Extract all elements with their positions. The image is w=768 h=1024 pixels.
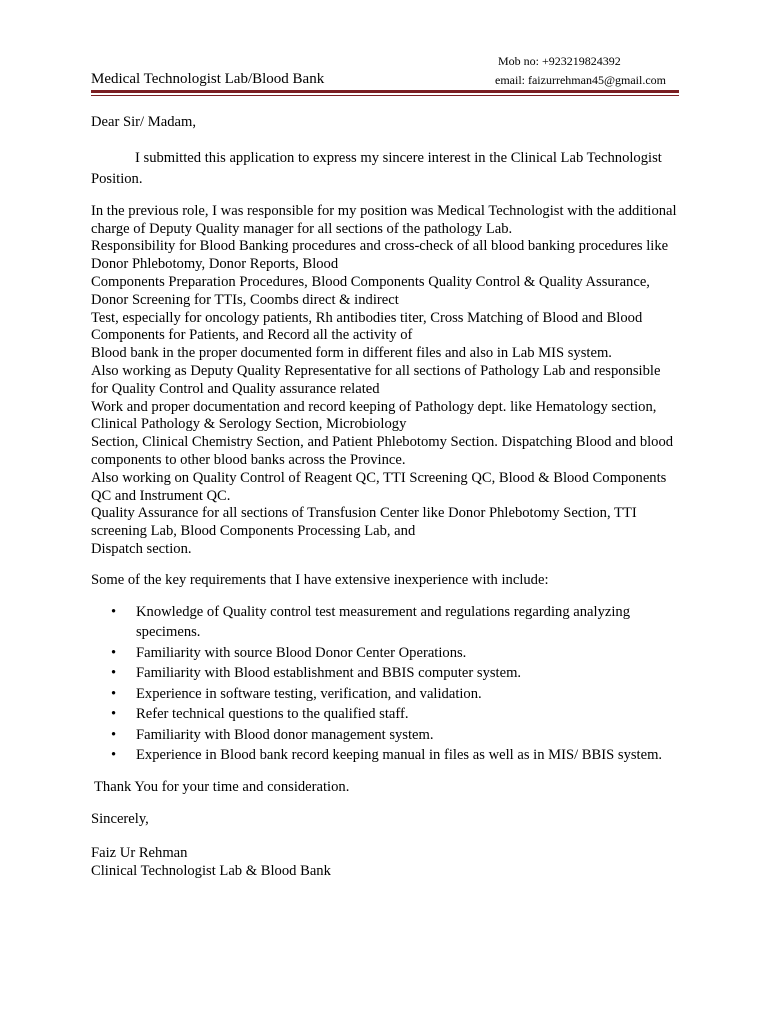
list-item-text: Familiarity with source Blood Donor Center Operations. xyxy=(136,644,467,661)
experience-line: Work and proper documentation and record keeping of Pathology dept. like Hematology section, Clinical Pathology & Serology Section, Microbiology xyxy=(91,398,657,433)
experience-line: Blood bank in the proper documented form in different files and also in Lab MIS system. xyxy=(91,345,612,362)
bullet-icon: • xyxy=(111,665,117,682)
bullet-icon: • xyxy=(111,706,117,723)
letter-body xyxy=(91,114,681,881)
experience-line: Quality Assurance for all sections of Transfusion Center like Donor Phlebotomy Section, TTI screening Lab, Blood Components Processing Lab, and xyxy=(91,505,637,540)
experience-line: Also working on Quality Control of Reagent QC, TTI Screening QC, Blood & Blood Components QC and Instrument QC. xyxy=(91,469,667,504)
signature-title: Clinical Technologist Lab & Blood Bank xyxy=(91,862,331,879)
list-item xyxy=(91,684,681,705)
bullet-icon: • xyxy=(111,603,117,620)
experience-line: Components Preparation Procedures, Blood Components Quality Control & Quality Assurance, Donor Screening for TTIs, Coombs direct & indirect xyxy=(91,273,650,308)
list-item-text: Experience in software testing, verification, and validation. xyxy=(136,685,482,702)
list-item xyxy=(91,704,681,725)
list-item-text: Familiarity with Blood donor management system. xyxy=(136,726,434,743)
bullet-icon: • xyxy=(111,685,117,702)
list-item xyxy=(91,643,681,664)
experience-paragraph xyxy=(91,203,681,559)
requirements-intro: Some of the key requirements that I have extensive inexperience with include: xyxy=(91,571,549,588)
mobile-number: Mob no: +923219824392 xyxy=(498,54,621,68)
signature-name: Faiz Ur Rehman xyxy=(91,845,188,862)
bullet-icon: • xyxy=(111,747,117,764)
list-item xyxy=(91,602,681,643)
bullet-icon: • xyxy=(111,644,117,661)
list-item xyxy=(91,725,681,746)
list-item xyxy=(91,663,681,684)
email-address: email: faizurrehman45@gmail.com xyxy=(495,73,666,87)
header-title: Medical Technologist Lab/Blood Bank xyxy=(91,71,325,87)
bullet-icon: • xyxy=(111,726,117,743)
experience-line: Section, Clinical Chemistry Section, and Patient Phlebotomy Section. Dispatching Blood and blood components to other blood banks across the Province. xyxy=(91,434,674,468)
header-rule-thin xyxy=(91,95,679,96)
experience-line: Dispatch section. xyxy=(91,540,192,557)
intro-paragraph: I submitted this application to express my sincere interest in the Clinical Lab Technologist Position. xyxy=(91,149,662,187)
requirements-list xyxy=(91,602,681,766)
thanks-line: Thank You for your time and consideration. xyxy=(94,778,350,795)
experience-line: Responsibility for Blood Banking procedures and cross-check of all blood banking procedures like Donor Phlebotomy, Donor Reports, Blood xyxy=(91,238,669,273)
list-item-text: Experience in Blood bank record keeping manual in files as well as in MIS/ BBIS system. xyxy=(136,747,663,764)
greeting: Dear Sir/ Madam, xyxy=(91,114,196,130)
header-rule-thick xyxy=(91,90,679,93)
list-item xyxy=(91,745,681,766)
list-item-text: Familiarity with Blood establishment and BBIS computer system. xyxy=(136,665,522,682)
list-item-text: Refer technical questions to the qualified staff. xyxy=(136,706,409,723)
closing: Sincerely, xyxy=(91,811,149,828)
experience-line: In the previous role, I was responsible for my position was Medical Technologist with the additional charge of Deputy Quality manager for all sections of the pathology Lab. xyxy=(91,202,677,237)
list-item-text: Knowledge of Quality control test measurement and regulations regarding analyzing specimens. xyxy=(136,603,631,641)
experience-line: Also working as Deputy Quality Representative for all sections of Pathology Lab and responsible for Quality Control and Quality assurance related xyxy=(91,362,661,397)
experience-line: Test, especially for oncology patients, Rh antibodies titer, Cross Matching of Blood and Blood Components for Patients, and Record all the activity of xyxy=(91,309,643,344)
